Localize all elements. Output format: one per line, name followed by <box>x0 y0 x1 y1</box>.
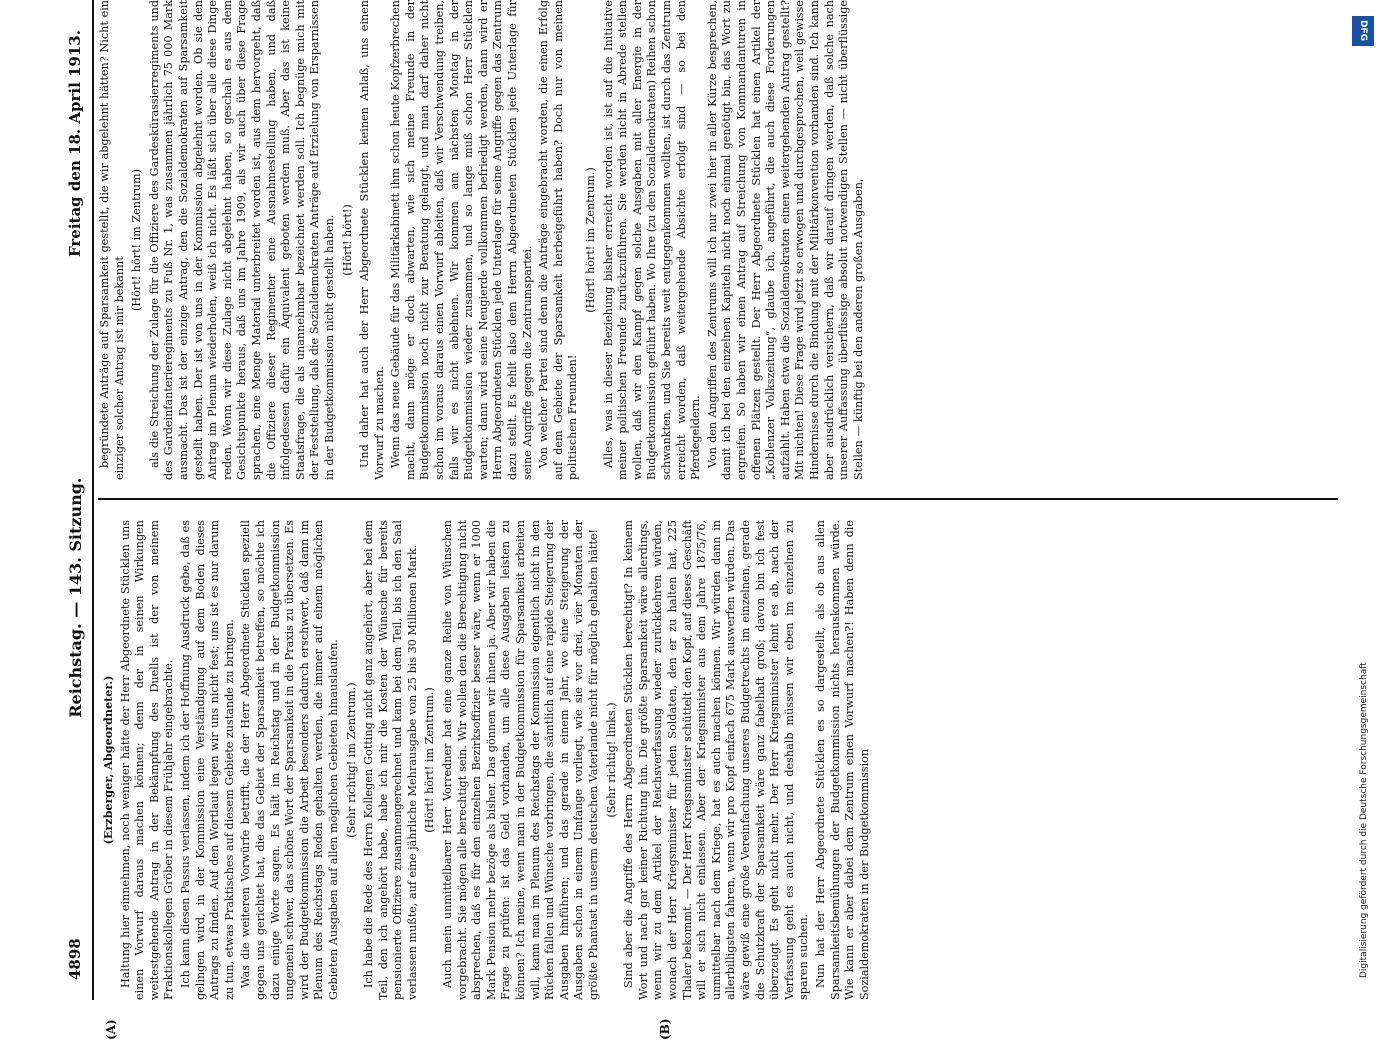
paragraph: Von welcher Partei sind denn die Anträge eingebracht worden, die einen Erfolg auf dem Gebiete der Sparsamkeit herbeigeführt haben? Doch nur von meinen politischen Freunden! <box>537 0 581 480</box>
newspaper-page <box>58 0 1348 1000</box>
paragraph: Sind aber die Angriffe des Herrn Abgeordneten Stücklen berechtigt? In keinem Wort und nach gar keiner Richtung hin. Die größte Sparsamkeit wäre allerdings, wenn wir zu dem Artikel der Reichsverfassung wieder zurückkehren würden, wonach der Herr Kriegsminister für jeden Soldaten, den er zu halten hat, 225 Thaler bekommt. — Der Herr Kriegsminister schüttelt den Kopf, auf dieses Geschäft will er sich nicht einlassen. Aber der Kriegsminister aus dem Jahre 1875/76, unmittelbar nach dem Kriege, hat es auch machen können. Wir würden dann in allerbilligsten fahren, wenn wir pro Kopf einfach 675 Mark auswerfen würden. Das wäre gewiß eine große Vereinfachung unseres Budgetrechts im einzelnen, gerade die Schutzkraft der Sparsamkeit wäre ganz fabelhaft groß; davon bin ich fest überzeugt. Es geht nicht mehr. Der Herr Kriegsminister lehnt es ab, nach der Verfassung geht es auch nicht, und deshalb müssen wir eben im einzelnen zu sparen suchen. <box>622 520 812 1000</box>
paragraph: begründete Anträge auf Sparsamkeit gestellt, die wir abgelehnt hätten? Nicht ein einziger solcher Antrag ist mir bekannt <box>98 0 127 480</box>
column-divider <box>98 498 1338 500</box>
interjection: (Sehr richtig! im Zentrum.) <box>345 520 360 1000</box>
page-wrapper <box>58 0 1348 1000</box>
session-title: Reichstag. — 143. Sitzung. <box>66 478 85 718</box>
margin-marker-b: (B) <box>658 1019 672 1040</box>
left-column <box>98 520 1338 1000</box>
session-date: Freitag den 18. April 1913. <box>66 30 84 257</box>
interjection: (Hört! hört! im Zentrum.) <box>423 520 438 1000</box>
interjection: (Hört! hört! im Zentrum) <box>130 0 145 480</box>
margin-marker-a: (A) <box>104 1019 118 1040</box>
paragraph: Ich kann diesen Passus verlassen, indem ich der Hoffnung Ausdruck gebe, daß es gelingen wird, in der Kommission eine Verständigung auf dem Boden dieses Antrags zu finden. Auf den Wortlaut legen wir uns nicht fest; uns ist es nur darum zu tun, etwas Praktisches auf diesem Gebiete zustande zu bringen. <box>179 520 237 1000</box>
interjection: (Hört! hört!) <box>341 0 356 480</box>
paragraph: Nun hat der Herr Abgeordnete Stücklen es so dargestellt, als ob aus allen Sparsamkeitsbemühungen der Budgetkommission nichts herauskommen würde. Wie kann er aber dabei dem Zentrum einen Vorwurf machen?! Haben denn die Sozialdemokraten in der Budgetkommission <box>814 520 872 1000</box>
paragraph: als die Streichung der Zulage für die Offiziere des Gardeskürassierregiments und des Gardeinfanterieregiments zu Fuß Nr. 1, was zusammen jährlich 75 000 Mark ausmacht. Das ist der einzige Antrag, den die Sozialdemokraten auf Sparsamkeit gestellt haben. Der ist von uns in der Kommission abgelehnt worden. Ob sie den Antrag im Plenum wiederholen, weiß ich nicht. Es läßt sich über alle diese Dinge reden. Wenn wir diese Zulage nicht abgelehnt haben, so geschah es aus dem Gesichtspunkte heraus, daß uns im Jahre 1909, als wir auch über diese Frage sprachen, eine Menge Material unterbreitet worden ist, aus dem hervorgeht, daß die Offiziere dieser Regimenter eine Ausnahmestellung haben, und daß infolgedessen dafür ein Äquivalent geboten werden muß. Aber das ist keine Staatsfrage, die als unannehmbar bezeichnet werden soll. Ich begnüge mich mit der Feststellung, daß die Sozialdemokraten Anträge auf Erzielung von Ersparnissen in der Budgetkommission nicht gestellt haben. <box>148 0 338 480</box>
speaker-line: (Erzberger, Abgeordneter.) <box>101 520 116 1000</box>
page-number: 4898 <box>66 938 84 980</box>
paragraph: Was die weiteren Vorwürfe betrifft, die der Herr Abgeordnete Stücklen speziell gegen uns gerichtet hat, die das Gebiet der Sparsamkeit betreffen, so möchte ich dazu einige Worte sagen. Es hält im Reichstag und in der Budgetkommission ungemein schwer, das schöne Wort der Sparsamkeit in die Praxis zu übersetzen. Es wird der Budgetkommission die Arbeit besonders dadurch erschwert, daß dann im Plenum des Reichstags Reden gehalten werden, die immer auf einem möglichen Gebieten Ausgaben auf allen möglichen Gebieten hinauslaufen. <box>239 520 341 1000</box>
paragraph: Ich habe die Rede des Herrn Kollegen Gotting nicht ganz angehört, aber bei dem Teil, den ich angehört habe, habe ich mir die Kosten der Wünsche für bereits pensionierte Offiziere zusammengerechnet und kam bei dem Teil, bis ich den Saal verlassen mußte, auf eine jährliche Mehrausgabe von 25 bis 30 Millionen Mark. <box>362 520 420 1000</box>
text-columns <box>98 0 1338 1000</box>
paragraph: Von den Angriffen des Zentrums will ich nur zwei hier in aller Kürze besprechen, damit ich bei den einzelnen Kapiteln nicht noch einmal genötigt bin, das Wort zu ergreifen. So haben wir einen Antrag auf Streichung von Kommandanturen in offenen Plätzen gestellt. Der Herr Abgeordnete Stücklen hat einen Artikel der „Koblenzer Volkszeitung“, glaube ich, angeführt, die auch diese Forderungen aufzählt. Haben etwa die Sozialdemokraten einen weitergehenden Antrag gestellt? Mit nichten! Diese Frage wird jetzt so erwogen und durchgesprochen, weil gewisse Hindernisse durch die Bindung mit der Militärkonvention vorhanden sind. Ich kann aber ausdrücklich versichern, daß wir darauf dringen werden, daß solche nach unserer Auffassung überflüssige absolut notwendigen Stellen — nicht überflüssige Stellen — künftig bei den anderen großen Ausgaben, <box>706 0 867 480</box>
page-header <box>58 0 94 1000</box>
paragraph: Wenn das neue Gebäude für das Militärkabinett ihm schon heute Kopfzerbrechen macht, dann möge er doch abwarten, wie sich meine Freunde in der Budgetkommission noch nicht zur Beratung gelangt, und man darf daher nicht schon im voraus daraus einen Vorwurf ableiten, daß wir Verschwendung treiben, falls wir es nicht ablehnen. Wir kommen am nächsten Montag in der Budgetkommission wieder zusammen, und so lange muß schon Herr Stücklen warten; dann wird seine Neugierde vollkommen befriedigt werden, dann wird er Herrn Abgeordneten Stücklen jede Unterlage für seine Angriffe gegen das Zentrum dazu stellt. Es fehlt also dem Herrn Abgeordneten Stücklen jede Unterlage für seine Angriffe gegen die Zentrumspartei. <box>389 0 535 480</box>
dfg-logo: DFG <box>1352 16 1374 46</box>
paragraph: Auch mein unmittelbarer Herr Vorredner hat eine ganze Reihe von Wünschen vorgebracht. Sie mögen alle berechtigt sein. Wir wollen den die Berechtigung nicht absprechen, daß es für den einzelnen Bezirksoffizier besser wäre, wenn er 1000 Mark Pension mehr bezöge als bisher. Das gönnen wir ihnen ja. Aber wir haben die Frage zu prüfen: ist das Geld vorhanden, um alle diese Ausgaben leisten zu können? Ich meine, wenn man in der Budgetkommission für Sparsamkeit arbeiten will, kann man im Plenum des Reichstags der Kommission eigentlich nicht in den Rücken fallen und Wünsche vorbringen, die sämtlich auf eine rapide Steigerung der Ausgaben hinführen; und das gerade in einem Jahr, wo eine Steigerung der Ausgaben schon in einem Umfange vorliegt, wie sie vor drei, vier Monaten der größte Phantast in unserm deutschen Vaterlande nicht für möglich gehalten hätte! <box>441 520 602 1000</box>
right-column <box>98 0 1338 480</box>
digitization-note: Digitalisierung gefördert durch die Deutsche Forschungsgemeinschaft <box>1350 58 1378 978</box>
paragraph: Und daher hat auch der Herr Abgeordnete Stücklen keinen Anlaß, uns einen Vorwurf zu machen. <box>358 0 387 480</box>
digitization-sidebar <box>1350 10 1378 990</box>
paragraph: Haltung hier einnehmen, noch weniger hätte der Herr Abgeordnete Stücklen uns einen Vorwurf daraus machen können; denn der in seinen Wirkungen weitestgehende Antrag in der Bekämpfung des Duells ist der von meinem Fraktionskollegen Gröber in diesem Frühjahr eingebrachte. <box>119 520 177 1000</box>
interjection: (Sehr richtig! links.) <box>605 520 620 1000</box>
interjection: (Hört! hört! im Zentrum.) <box>584 0 599 480</box>
paragraph: Alles, was in dieser Beziehung bisher erreicht worden ist, ist auf die Initiative meiner politischen Freunde zurückzuführen. Sie werden nicht in Abrede stellen wollen, daß wir den Kampf gegen solche Ausgaben mit aller Energie in der Budgetkommission geführt haben. Wo Ihre (zu den Sozialdemokraten) Reihen schon schwankten, und Sie bereits weit entgegenkommen wollten, ist durch das Zentrum erreicht worden, daß weitergehende Absichte erfolgt sind — so bei den Pferdegeldern. <box>602 0 704 480</box>
